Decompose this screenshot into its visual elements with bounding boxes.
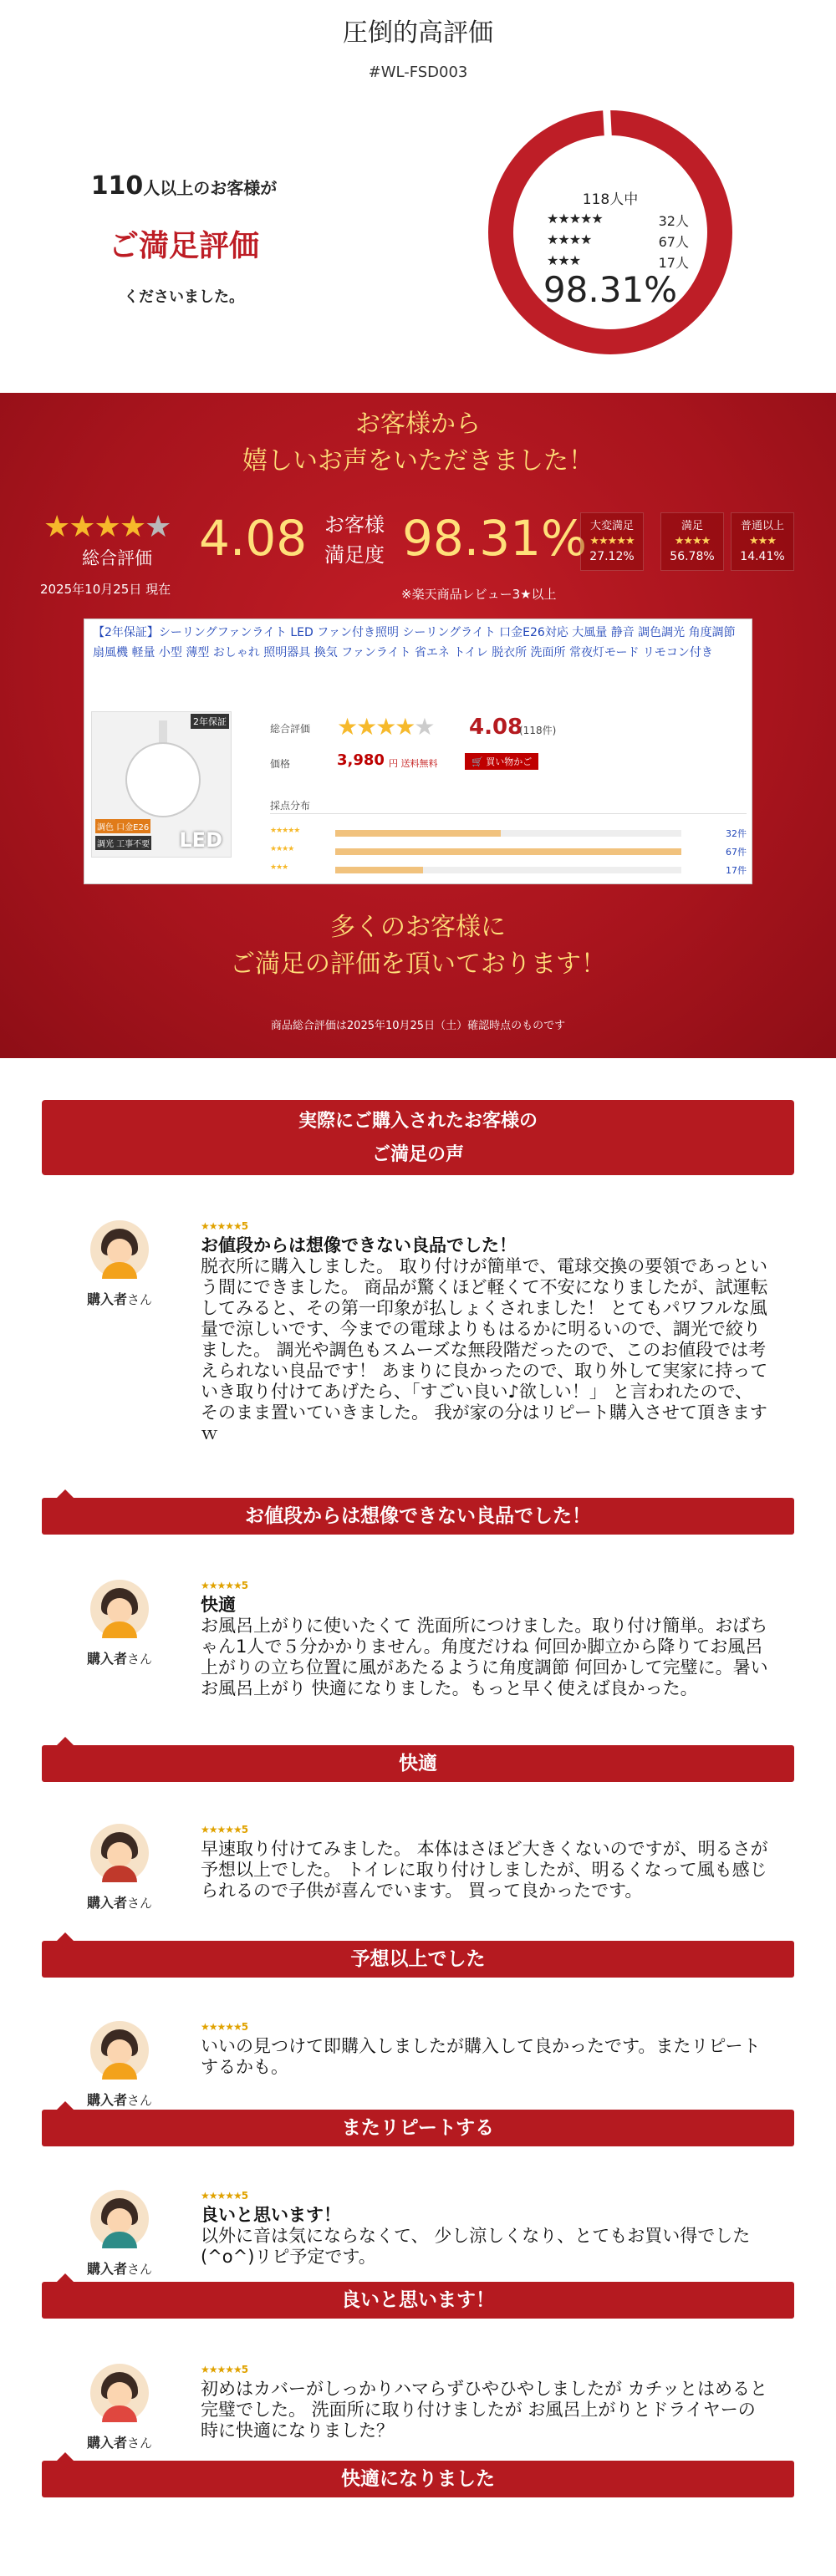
- review-body: [201, 1595, 769, 1699]
- distribution-fill: [335, 830, 501, 837]
- box-very-satisfied: 大変満足 ★★★★★ 27.12%: [580, 512, 644, 571]
- distribution-count[interactable]: 17件: [726, 865, 747, 876]
- reviewer-avatar-icon: [90, 1220, 149, 1279]
- review-text: 以外に音は気にならなくて、 少し涼しくなり、とてもお買い得でした(^o^)リピ予定です。: [201, 2226, 751, 2267]
- distribution-stars: ★★★: [270, 863, 288, 872]
- warranty-tag: 2年保証: [191, 714, 229, 729]
- ring-row-3: ★★★ 17人: [547, 252, 689, 271]
- reviewer-name: 購入者さん: [86, 2435, 153, 2451]
- satisfaction-ring: [488, 110, 732, 354]
- distribution-track: [335, 830, 681, 837]
- distribution-count[interactable]: 32件: [726, 828, 747, 839]
- ring-row-4: ★★★★ 67人: [547, 232, 689, 250]
- review-body: [201, 2379, 769, 2441]
- review-summary-banner: お値段からは想像できない良品でした！: [42, 1498, 794, 1535]
- distribution-row: [270, 845, 747, 858]
- price-suffix: 円 送料無料: [389, 758, 438, 769]
- satisfaction-percent: 98.31%: [402, 510, 588, 567]
- product-sku: #WL-FSD003: [368, 64, 468, 81]
- feature-badge-1: 調色 口金E26: [95, 819, 150, 833]
- band-footnote: 商品総合評価は2025年10月25日（土）確認時点のものです: [270, 1020, 566, 1032]
- review-body: [201, 2036, 769, 2078]
- reviewer-avatar-icon: [90, 2364, 149, 2422]
- review-summary-banner: 快適になりました: [42, 2461, 794, 2497]
- box-satisfied: 満足 ★★★★ 56.78%: [660, 512, 724, 571]
- review-title: お値段からは想像できない良品でした！: [201, 1235, 517, 1255]
- price-value: 3,980: [337, 751, 385, 769]
- ceiling-fan-light-icon: [125, 742, 201, 817]
- review-text: いいの見つけて即購入しましたが購入して良かったです。またリピートするかも。: [201, 2036, 761, 2077]
- review-summary-banner: またリピートする: [42, 2110, 794, 2146]
- add-to-cart-button[interactable]: 🛒 買い物かご: [465, 753, 538, 770]
- distribution-fill: [335, 848, 681, 855]
- overall-stars-icon: ★★★★★: [43, 510, 171, 544]
- distribution-track: [335, 867, 681, 873]
- distribution-stars: ★★★★: [270, 845, 294, 853]
- satisfaction-label: ご満足評価: [108, 229, 259, 263]
- review-highlight-band: [0, 393, 836, 1058]
- satisfaction-summary: [59, 171, 309, 307]
- as-of-date: 2025年10月25日 現在: [40, 582, 171, 597]
- review-text: 初めはカバーがしっかりハマらずひやひやしましたが カチッとはめると完璧でした。 洗面所に取り付けましたが お風呂上がりとドライヤーの時に快適になりました？: [201, 2379, 768, 2441]
- reviewer-name: 購入者さん: [86, 1651, 153, 1667]
- customer-count-suffix: 人以上のお客様が: [143, 178, 278, 198]
- review-stars: ★★★★★5: [201, 2190, 249, 2202]
- review-summary-banner: 良いと思います！: [42, 2282, 794, 2319]
- price-label: 価格: [270, 758, 291, 770]
- rating-label: 総合評価: [270, 723, 311, 735]
- rating-header: [0, 0, 836, 393]
- ring-row-5: ★★★★★ 32人: [547, 211, 689, 229]
- reviewer-avatar-icon: [90, 1580, 149, 1638]
- review-title: 快適: [201, 1595, 236, 1615]
- satisfaction-closing: くださいました。: [124, 288, 244, 306]
- distribution-stars: ★★★★★: [270, 827, 300, 835]
- review-note: ※楽天商品レビュー3★以上: [401, 587, 557, 602]
- band-headline-top: お客様から 嬉しいお声をいただきました！: [242, 410, 594, 476]
- review-stars: ★★★★★5: [201, 2021, 249, 2033]
- review-summary-banner: 予想以上でした: [42, 1941, 794, 1978]
- overall-label: 総合評価: [82, 548, 152, 568]
- review-body: [201, 1235, 769, 1444]
- product-image[interactable]: [91, 711, 232, 858]
- reviewer-name: 購入者さん: [86, 1291, 153, 1307]
- rating-stars-icon: ★★★★★: [337, 713, 434, 741]
- review-title: 良いと思います！: [201, 2205, 341, 2225]
- review-stars: ★★★★★5: [201, 2364, 249, 2375]
- review-summary-banner: 快適: [42, 1745, 794, 1782]
- review-stars: ★★★★★5: [201, 1824, 249, 1835]
- average-rating: 4.08: [199, 510, 308, 567]
- distribution-label: 採点分布: [270, 800, 311, 812]
- satisfaction-title: お客様 満足度: [324, 513, 385, 567]
- distribution-count[interactable]: 67件: [726, 847, 747, 858]
- product-title-link[interactable]: 【2年保証】シーリングファンライト LED ファン付き照明 シーリングライト 口金E26対応 大風量 静音 調色調光 角度調節 扇風機 軽量 小型 薄型 おしゃれ 照明器具 換気 ファンライト 省エネ トイレ 脱衣所 洗面所 常夜灯モード リモコン付き: [93, 626, 736, 659]
- customer-count: 110: [90, 171, 144, 201]
- reviewer-name: 購入者さん: [86, 2092, 153, 2108]
- ring-total: 118人中: [582, 191, 639, 208]
- distribution-fill: [335, 867, 423, 873]
- rating-count[interactable]: (118件): [519, 725, 557, 736]
- page-title: 圧倒的高評価: [343, 18, 493, 48]
- review-body: [201, 2205, 769, 2268]
- review-text: 脱衣所に購入しました。 取り付けが簡単で、電球交換の要領であっという間にできました。 商品が驚くほど軽くて不安になりましたが、試運転してみると、その第一印象が払しょくされました！ とてもパワフルな風量で涼しいです、今までの電球よりもはるかに明るいので、調光で絞りました。 調光や調色もスムーズな無段階だったので、このお値段では考えられない良品です！ あまりに良かったので、取り外して実家に持っていき取り付けてあげたら、「すごい良い♪欲しい！」 と言われたので、そのまま置いていきました。 我が家の分はリピート購入させて頂きますｗ: [201, 1256, 768, 1443]
- reviewer-name: 購入者さん: [86, 2261, 153, 2277]
- review-stars: ★★★★★5: [201, 1580, 249, 1591]
- box-normal-plus: 普通以上 ★★★ 14.41%: [731, 512, 794, 571]
- band-headline-bottom: 多くのお客様に ご満足の評価を頂いております！: [230, 913, 606, 979]
- review-stars: ★★★★★5: [201, 1220, 249, 1232]
- led-label: LED: [179, 828, 222, 852]
- feature-badge-2: 調光 工事不要: [95, 836, 151, 850]
- distribution-track: [335, 848, 681, 855]
- reviewer-avatar-icon: [90, 2190, 149, 2248]
- product-review-card: [84, 619, 752, 884]
- review-text: 早速取り付けてみました。 本体はさほど大きくないのですが、明るさが予想以上でした。 トイレに取り付けしましたが、明るくなって風も感じられるので子供が喜んでいます。 買って良かったです。: [201, 1839, 768, 1901]
- reviewer-avatar-icon: [90, 2021, 149, 2080]
- reviews-header: 実際にご購入されたお客様の ご満足の声: [42, 1100, 794, 1175]
- reviewer-name: 購入者さん: [86, 1895, 153, 1911]
- ring-percent: 98.31%: [543, 269, 678, 310]
- review-text: お風呂上がりに使いたくて 洗面所につけました。取り付け簡単。おばちゃん1人で５分かかりません。角度だけね 何回か脚立から降りてお風呂上がりの立ち位置に風があたるように角度調節 何回かして完璧に。暑いお風呂上がり 快適になりました。もっと早く使えば良かった。: [201, 1616, 768, 1698]
- reviewer-avatar-icon: [90, 1824, 149, 1882]
- rating-value: 4.08: [469, 715, 523, 740]
- review-body: [201, 1839, 769, 1901]
- distribution-row: [270, 863, 747, 877]
- distribution-row: [270, 827, 747, 840]
